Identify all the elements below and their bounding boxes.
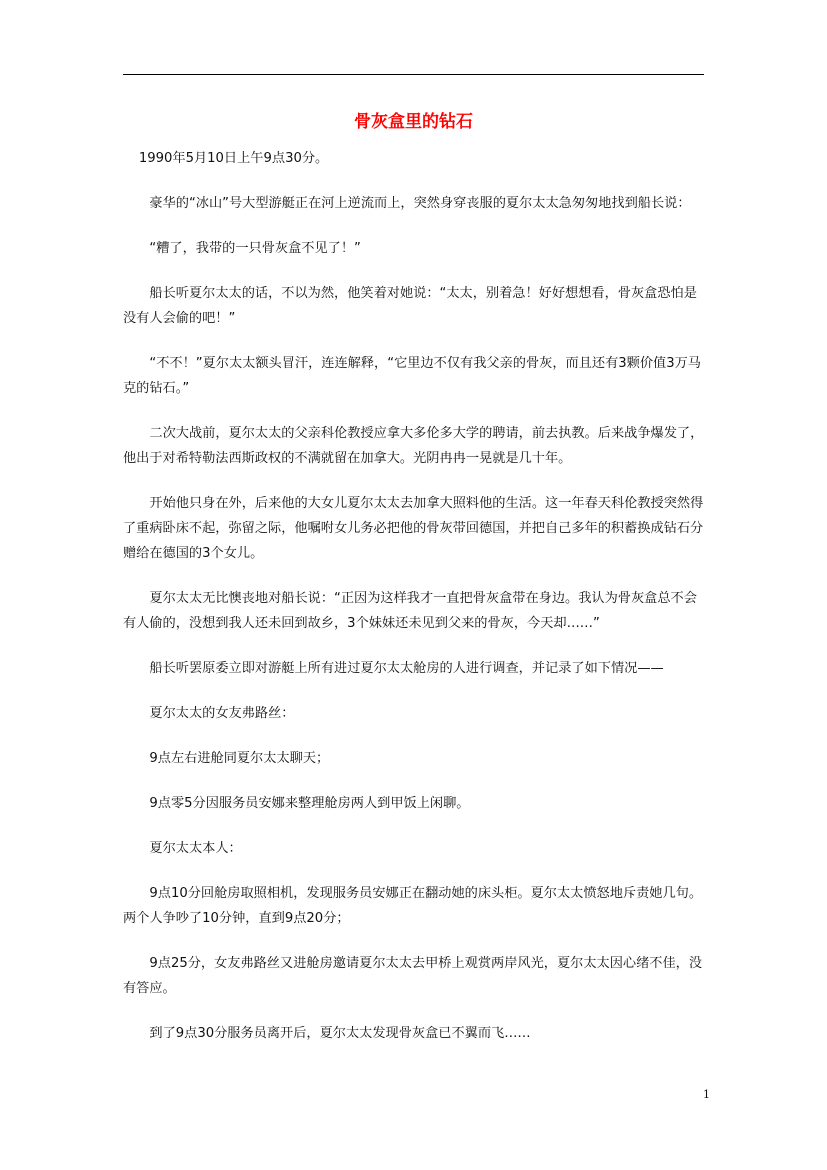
paragraph: 船长听夏尔太太的话，不以为然，他笑着对她说：“太太，别着急！好好想想看，骨灰盒恐怕是没有人会偷的吧！”	[123, 286, 697, 326]
paragraph: 9点零5分因服务员安娜来整理舱房两人到甲饭上闲聊。	[149, 796, 470, 811]
paragraph: 船长听罢原委立即对游艇上所有进过夏尔太太舱房的人进行调查，并记录了如下情况——	[149, 661, 664, 676]
paragraph: 夏尔太太的女友弗路丝：	[149, 706, 295, 721]
paragraph: 夏尔太太本人：	[149, 841, 242, 856]
paragraph: “糟了，我带的一只骨灰盒不见了！”	[149, 241, 361, 256]
paragraph: 9点25分，女友弗路丝又进舱房邀请夏尔太太去甲桥上观赏两岸风光，夏尔太太因心绪不佳，没有答应。	[123, 956, 703, 996]
paragraph: 夏尔太太无比懊丧地对船长说：“正因为这样我才一直把骨灰盒带在身边。我认为骨灰盒总不会有人偷的，没想到我人还未回到故乡，3个妹妹还未见到父来的骨灰，今天却……”	[123, 591, 697, 631]
document-body	[123, 146, 704, 1046]
paragraph: 二次大战前，夏尔太太的父亲科伦教授应拿大多伦多大学的聘请，前去执教。后来战争爆发了，他出于对希特勒法西斯政权的不满就留在加拿大。光阴冉冉一晃就是几十年。	[123, 426, 704, 466]
paragraph: 豪华的“冰山”号大型游艇正在河上逆流而上，突然身穿丧服的夏尔太太急匆匆地找到船长说：	[149, 196, 691, 211]
paragraph-date: 1990年5月10日上午9点30分。	[138, 151, 329, 166]
paragraph: 开始他只身在外，后来他的大女儿夏尔太太去加拿大照料他的生活。这一年春天科伦教授突然得了重病卧床不起，弥留之际，他嘱咐女儿务必把他的骨灰带回德国，并把自己多年的积蓄换成钻石分赠给在德国的3个女儿。	[123, 496, 704, 561]
header-rule	[123, 74, 704, 75]
paragraph: 到了9点30分服务员离开后，夏尔太太发现骨灰盒已不翼而飞……	[149, 1026, 531, 1041]
paragraph: 9点10分回舱房取照相机，发现服务员安娜正在翻动她的床头柜。夏尔太太愤怒地斥责她几句。两个人争吵了10分钟，直到9点20分；	[123, 886, 703, 926]
page-number: 1	[703, 1088, 710, 1101]
document-title: 骨灰盒里的钻石	[354, 112, 473, 132]
paragraph: 9点左右进舱同夏尔太太聊天；	[149, 751, 330, 766]
paragraph: “不不！”夏尔太太额头冒汗，连连解释，“它里边不仅有我父亲的骨灰，而且还有3颗价值3万马克的钻石。”	[123, 356, 701, 396]
